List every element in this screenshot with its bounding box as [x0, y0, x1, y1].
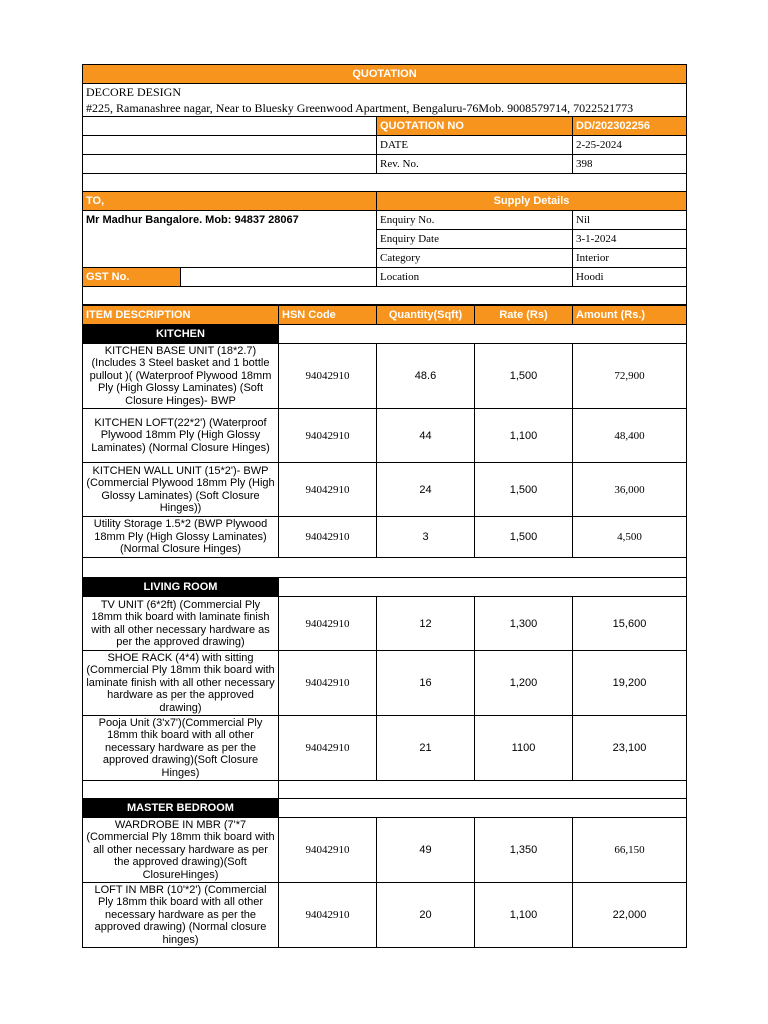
blank-cell — [279, 799, 687, 818]
blank-cell — [279, 578, 687, 597]
item-hsn: 94042910 — [279, 517, 377, 558]
item-rate: 1,350 — [475, 818, 573, 883]
item-hsn: 94042910 — [279, 344, 377, 409]
item-rate: 1,100 — [475, 409, 573, 463]
blank-cell — [83, 136, 377, 155]
item-quantity: 44 — [377, 409, 475, 463]
section-header-row — [83, 799, 687, 818]
item-quantity: 12 — [377, 597, 475, 651]
table-row — [83, 517, 687, 558]
to-label: TO, — [83, 192, 377, 211]
item-amount: 19,200 — [573, 651, 687, 716]
table-row — [83, 716, 687, 781]
col-header-amount: Amount (Rs.) — [573, 306, 687, 325]
spacer-row — [83, 287, 687, 305]
item-amount: 22,000 — [573, 883, 687, 948]
table-row — [83, 409, 687, 463]
item-amount: 72,900 — [573, 344, 687, 409]
col-header-hsn: HSN Code — [279, 306, 377, 325]
item-description: TV UNIT (6*2ft) (Commercial Ply 18mm thik board with laminate finish with all other necessary hardware as per the approved drawing) — [83, 597, 279, 651]
item-amount: 36,000 — [573, 463, 687, 517]
items-table — [82, 305, 687, 948]
col-header-quantity: Quantity(Sqft) — [377, 306, 475, 325]
quotation-title: QUOTATION — [83, 65, 687, 84]
enquiry-no-label: Enquiry No. — [377, 211, 573, 230]
quotation-sheet — [82, 64, 686, 948]
rev-value: 398 — [573, 155, 687, 174]
blank-cell — [83, 781, 279, 799]
section-header-row — [83, 325, 687, 344]
item-description: KITCHEN LOFT(22*2') (Waterproof Plywood 18mm Ply (High Glossy Laminates) (Normal Closure Hinges) — [83, 409, 279, 463]
blank-cell — [83, 117, 377, 136]
item-hsn: 94042910 — [279, 716, 377, 781]
table-row — [83, 818, 687, 883]
quotation-no: DD/202302256 — [573, 117, 687, 136]
item-quantity: 49 — [377, 818, 475, 883]
item-amount: 66,150 — [573, 818, 687, 883]
item-quantity: 3 — [377, 517, 475, 558]
item-rate: 1,100 — [475, 883, 573, 948]
item-rate: 1,500 — [475, 517, 573, 558]
table-row — [83, 883, 687, 948]
item-quantity: 16 — [377, 651, 475, 716]
item-description: KITCHEN WALL UNIT (15*2')- BWP (Commercial Plywood 18mm Ply (High Glossy Laminates) (Soft Closure Hinges)) — [83, 463, 279, 517]
category-label: Category — [377, 249, 573, 268]
item-description: LOFT IN MBR (10'*2') (Commercial Ply 18mm thik board with all other necessary hardware as per the approved drawing) (Normal closure hinges) — [83, 883, 279, 948]
item-hsn: 94042910 — [279, 883, 377, 948]
item-description: SHOE RACK (4*4) with sitting (Commercial Ply 18mm thik board with laminate finish with all other necessary hardware as per the approved drawing) — [83, 651, 279, 716]
item-amount: 48,400 — [573, 409, 687, 463]
blank-cell — [83, 155, 377, 174]
item-hsn: 94042910 — [279, 651, 377, 716]
section-title: LIVING ROOM — [83, 578, 279, 597]
item-quantity: 20 — [377, 883, 475, 948]
item-amount: 23,100 — [573, 716, 687, 781]
location-value: Hoodi — [573, 268, 687, 287]
rev-label: Rev. No. — [377, 155, 573, 174]
header-table — [82, 64, 687, 305]
item-rate: 1,300 — [475, 597, 573, 651]
item-description: Utility Storage 1.5*2 (BWP Plywood 18mm Ply (High Glossy Laminates) (Normal Closure Hinges) — [83, 517, 279, 558]
item-description: WARDROBE IN MBR (7'*7 (Commercial Ply 18mm thik board with all other necessary hardware as per the approved drawing)(Soft ClosureHinges) — [83, 818, 279, 883]
item-hsn: 94042910 — [279, 818, 377, 883]
category-value: Interior — [573, 249, 687, 268]
col-header-rate: Rate (Rs) — [475, 306, 573, 325]
gst-value — [181, 268, 377, 287]
col-header-description: ITEM DESCRIPTION — [83, 306, 279, 325]
spacer-row — [83, 174, 687, 192]
item-rate: 1,500 — [475, 463, 573, 517]
item-hsn: 94042910 — [279, 409, 377, 463]
section-title: KITCHEN — [83, 325, 279, 344]
quotation-no-label: QUOTATION NO — [377, 117, 573, 136]
item-quantity: 21 — [377, 716, 475, 781]
blank-cell — [279, 325, 687, 344]
table-row — [83, 651, 687, 716]
supply-details-label: Supply Details — [377, 192, 687, 211]
customer-name: Mr Madhur Bangalore. Mob: 94837 28067 — [83, 211, 377, 268]
section-title: MASTER BEDROOM — [83, 799, 279, 818]
item-hsn: 94042910 — [279, 597, 377, 651]
spacer-row — [83, 781, 687, 799]
company-name: DECORE DESIGN — [83, 84, 687, 101]
enquiry-no: Nil — [573, 211, 687, 230]
date-value: 2-25-2024 — [573, 136, 687, 155]
item-quantity: 24 — [377, 463, 475, 517]
table-row — [83, 463, 687, 517]
table-row — [83, 597, 687, 651]
enquiry-date: 3-1-2024 — [573, 230, 687, 249]
item-quantity: 48.6 — [377, 344, 475, 409]
blank-cell — [83, 558, 687, 578]
item-rate: 1100 — [475, 716, 573, 781]
blank-cell — [279, 781, 687, 799]
spacer-row — [83, 558, 687, 578]
gst-label: GST No. — [83, 268, 181, 287]
table-row — [83, 344, 687, 409]
item-hsn: 94042910 — [279, 463, 377, 517]
item-description: Pooja Unit (3'x7')(Commercial Ply 18mm thik board with all other necessary hardware as per the approved drawing)(Soft Closure Hinges) — [83, 716, 279, 781]
section-header-row — [83, 578, 687, 597]
item-rate: 1,500 — [475, 344, 573, 409]
enquiry-date-label: Enquiry Date — [377, 230, 573, 249]
item-rate: 1,200 — [475, 651, 573, 716]
item-amount: 15,600 — [573, 597, 687, 651]
date-label: DATE — [377, 136, 573, 155]
company-address: #225, Ramanashree nagar, Near to Bluesky Greenwood Apartment, Bengaluru-76Mob. 9008579714, 7022521773 — [83, 101, 687, 117]
item-description: KITCHEN BASE UNIT (18*2.7) (Includes 3 Steel basket and 1 bottle pullout )( (Waterproof Plywood 18mm Ply (High Glossy Laminates) (Soft Closure Hinges)- BWP — [83, 344, 279, 409]
item-amount: 4,500 — [573, 517, 687, 558]
location-label: Location — [377, 268, 573, 287]
